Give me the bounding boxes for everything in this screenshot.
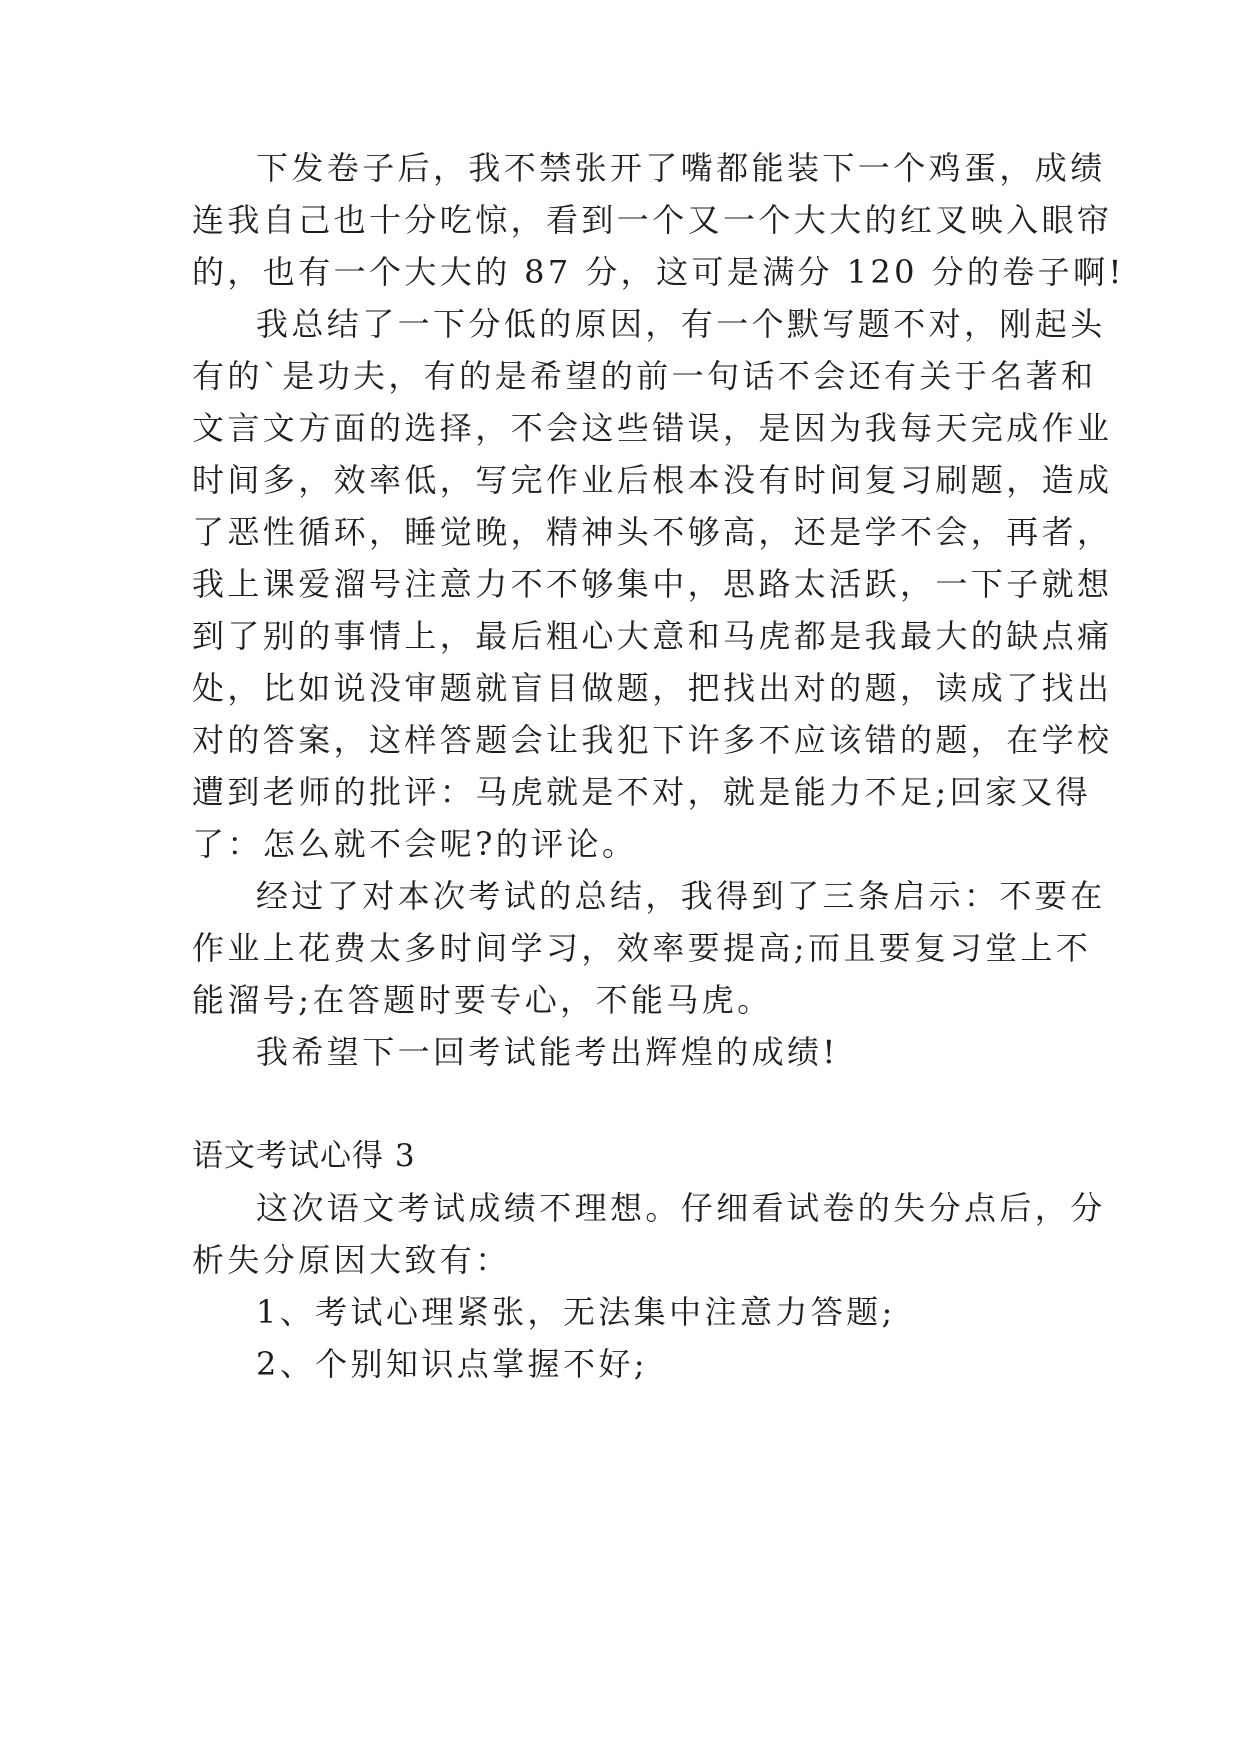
paragraph-2-line-10: 遭到老师的批评：马虎就是不对，就是能力不足;回家又得 <box>192 773 1092 811</box>
paragraph-2-line-1: 我总结了一下分低的原因，有一个默写题不对，刚起头 <box>256 305 1106 343</box>
paragraph-3-line-2: 作业上花费太多时间学习，效率要提高;而且要复习堂上不 <box>192 929 1092 967</box>
paragraph-1-line-2: 连我自己也十分吃惊，看到一个又一个大大的红叉映入眼帘 <box>192 201 1113 239</box>
paragraph-2-line-6: 我上课爱溜号注意力不不够集中，思路太活跃，一下子就想 <box>192 565 1113 603</box>
list-item-1: 1、考试心理紧张，无法集中注意力答题; <box>256 1293 896 1331</box>
paragraph-2-line-8: 处，比如说没审题就盲目做题，把找出对的题，读成了找出 <box>192 669 1113 707</box>
paragraph-4-line-1: 我希望下一回考试能考出辉煌的成绩! <box>256 1033 839 1071</box>
paragraph-2-line-11: 了：怎么就不会呢?的评论。 <box>192 825 638 863</box>
paragraph-1-line-3: 的，也有一个大大的 87 分，这可是满分 120 分的卷子啊! <box>192 253 1125 291</box>
paragraph-5-line-1: 这次语文考试成绩不理想。仔细看试卷的失分点后，分 <box>256 1189 1106 1227</box>
paragraph-2-line-2: 有的`是功夫，有的是希望的前一句话不会还有关于名著和 <box>192 357 1097 395</box>
paragraph-2-line-3: 文言文方面的选择，不会这些错误，是因为我每天完成作业 <box>192 409 1113 447</box>
paragraph-2-line-4: 时间多，效率低，写完作业后根本没有时间复习刷题，造成 <box>192 461 1113 499</box>
paragraph-3-line-1: 经过了对本次考试的总结，我得到了三条启示：不要在 <box>256 877 1106 915</box>
paragraph-5-line-2: 析失分原因大致有： <box>192 1241 511 1279</box>
section-heading: 语文考试心得 3 <box>192 1138 416 1174</box>
paragraph-3-line-3: 能溜号;在答题时要专心，不能马虎。 <box>192 981 773 1019</box>
paragraph-2-line-7: 到了别的事情上，最后粗心大意和马虎都是我最大的缺点痛 <box>192 617 1113 655</box>
paragraph-2-line-9: 对的答案，这样答题会让我犯下许多不应该错的题，在学校 <box>192 721 1113 759</box>
paragraph-1-line-1: 下发卷子后，我不禁张开了嘴都能装下一个鸡蛋，成绩 <box>256 149 1106 187</box>
list-item-2: 2、个别知识点掌握不好; <box>256 1345 648 1383</box>
paragraph-2-line-5: 了恶性循环，睡觉晚，精神头不够高，还是学不会，再者， <box>192 513 1113 551</box>
